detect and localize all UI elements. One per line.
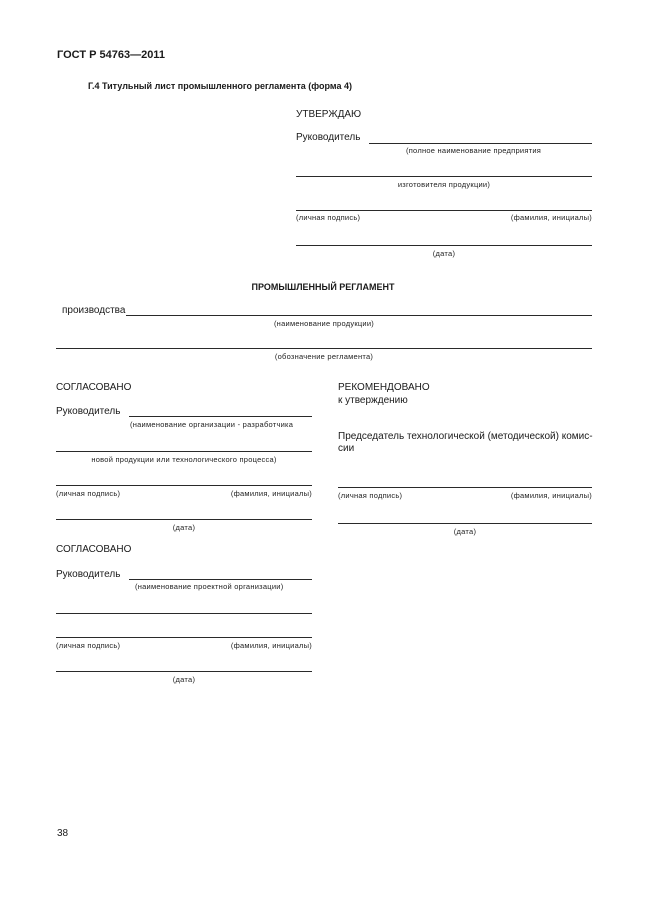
agreed-design-org-line — [129, 579, 312, 580]
agreed-developer-org-line-1 — [129, 416, 312, 417]
agreed-design-heading: СОГЛАСОВАНО — [56, 544, 132, 555]
document-title: ПРОМЫШЛЕННЫЙ РЕГЛАМЕНТ — [251, 282, 395, 292]
agreed-developer-caption-org-1: (наименование организации - разработчика — [130, 420, 294, 429]
recommended-signature-line — [338, 487, 592, 488]
agreed-design-org-line-2 — [56, 613, 312, 614]
agreed-developer-date-line — [56, 519, 312, 520]
production-caption-product: (наименование продукции) — [273, 319, 375, 328]
agreed-design-head-label: Руководитель — [56, 569, 121, 580]
recommended-caption-signature: (личная подпись) — [338, 491, 403, 500]
standard-number: ГОСТ Р 54763—2011 — [57, 49, 165, 61]
agreed-developer-caption-date: (дата) — [172, 523, 196, 532]
agreed-developer-heading: СОГЛАСОВАНО — [56, 382, 132, 393]
production-caption-designation: (обозначение регламента) — [274, 352, 374, 361]
agreed-design-caption-org: (наименование проектной организации) — [135, 582, 284, 591]
recommended-caption-date: (дата) — [453, 527, 477, 536]
production-product-line — [126, 315, 592, 316]
approve-caption-name: (фамилия, инициалы) — [510, 213, 592, 222]
agreed-developer-caption-org-2: новой продукции или технологического процесса) — [91, 455, 277, 464]
approve-signature-line — [296, 210, 592, 211]
approve-heading: УТВЕРЖДАЮ — [296, 109, 362, 120]
approve-head-label: Руководитель — [296, 132, 361, 143]
production-label: производства — [62, 305, 126, 316]
section-title: Г.4 Титульный лист промышленного регламента (форма 4) — [88, 81, 352, 91]
approve-caption-signature: (личная подпись) — [296, 213, 361, 222]
page-number: 38 — [57, 828, 69, 839]
agreed-developer-caption-signature: (личная подпись) — [56, 489, 121, 498]
agreed-design-caption-name: (фамилия, инициалы) — [230, 641, 312, 650]
recommended-chair-line-1: Председатель технологической (методической) комис- — [338, 431, 593, 442]
recommended-heading: РЕКОМЕНДОВАНО — [338, 382, 430, 393]
recommended-chair-line-2: сии — [338, 443, 355, 454]
approve-org-line-1 — [369, 143, 592, 144]
agreed-developer-signature-line — [56, 485, 312, 486]
approve-caption-org-2: изготовителя продукции) — [397, 180, 491, 189]
recommended-date-line — [338, 523, 592, 524]
approve-org-line-2 — [296, 176, 592, 177]
approve-caption-date: (дата) — [432, 249, 456, 258]
production-designation-line — [56, 348, 592, 349]
agreed-design-caption-signature: (личная подпись) — [56, 641, 121, 650]
agreed-design-date-line — [56, 671, 312, 672]
recommended-subheading: к утверждению — [338, 395, 408, 406]
agreed-developer-head-label: Руководитель — [56, 406, 121, 417]
agreed-design-signature-line — [56, 637, 312, 638]
agreed-developer-caption-name: (фамилия, инициалы) — [230, 489, 312, 498]
agreed-developer-org-line-2 — [56, 451, 312, 452]
agreed-design-caption-date: (дата) — [172, 675, 196, 684]
approve-date-line — [296, 245, 592, 246]
recommended-caption-name: (фамилия, инициалы) — [510, 491, 592, 500]
approve-caption-org-1: (полное наименование предприятия — [406, 146, 542, 155]
